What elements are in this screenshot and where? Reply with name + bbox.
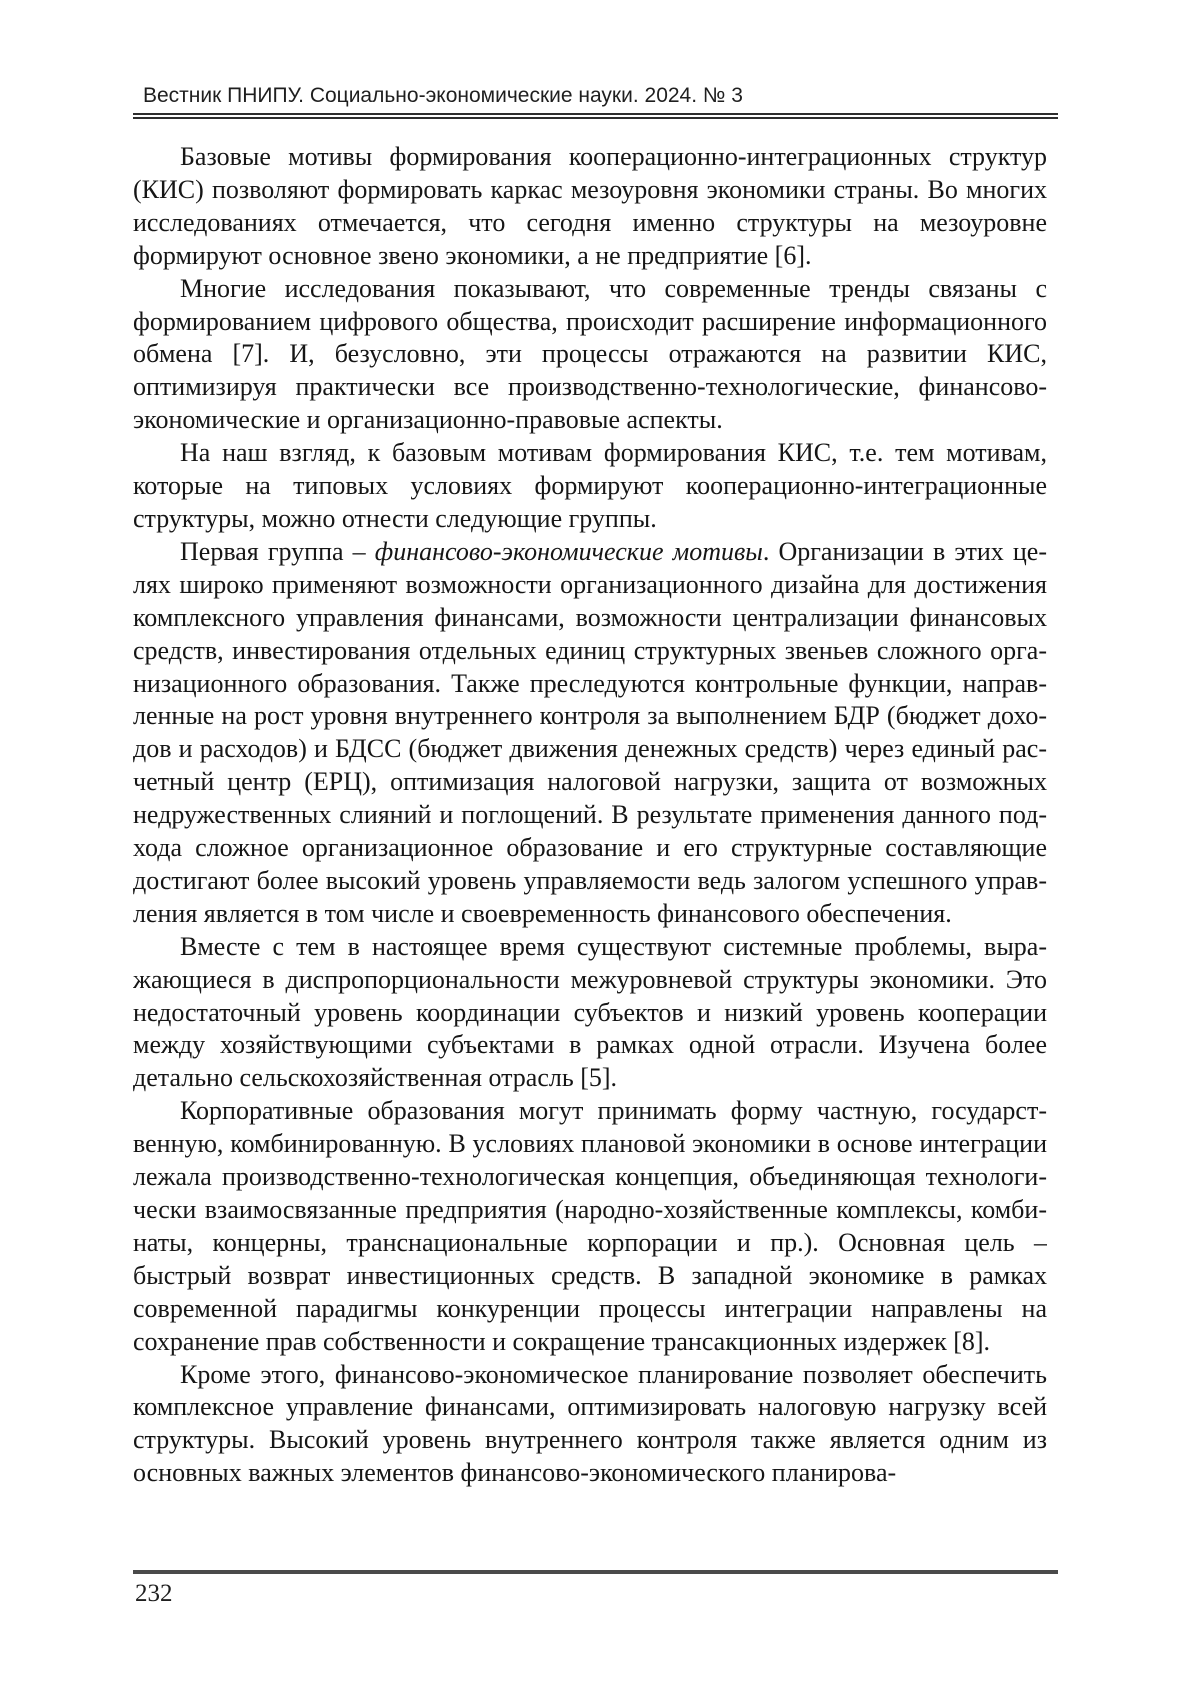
running-header-title: Вестник ПНИПУ. Социально-экономические науки. 2024. № 3 [143,84,743,107]
text-run: Многие исследования показывают, что современные тренды связаны с формированием цифрового общества, происходит расширение информационного обмена [7]. И, безусловно, эти процессы отражаются на развитии КИС, оптимизируя практически все производственно-технологические, финансово-экономические и организационно-правовые аспекты. [133,273,1047,435]
italic-text-run: финансово-экономические мотивы [374,536,763,566]
paragraph [133,1095,1047,1358]
text-run: Первая группа – [180,536,375,566]
running-header [133,84,1058,119]
paragraph [133,536,1047,931]
text-run: На наш взгляд, к базовым мотивам формирования КИС, т.е. тем мотивам, которые на типовых условиях формируют кооперационно-интеграционные структуры, можно отнести следующие группы. [133,438,1047,533]
paragraph [133,273,1047,438]
article-body [133,141,1047,1533]
text-run: Кроме этого, финансово-экономическое планирование позволяет обеспечить комплексное управление финансами, оптимизировать налоговую нагрузку всей структуры. Высокий уровень внутреннего контроля также является одним из основных важных элементов финансово-экономического планирова- [133,1359,1047,1488]
paragraph [133,141,1047,273]
text-run: Вместе с тем в настоящее время существуют системные проблемы, выражающиеся в диспропорциональности межуровневой структуры экономики. Это недостаточный уровень координации субъектов и низкий уровень кооперации между хозяйствующими субъектами в рамках одной отрасли. Изучена более детально сельскохозяйственная отрасль [5]. [133,931,1047,1093]
header-double-rule [133,113,1058,119]
page-number: 232 [135,1580,173,1607]
text-run: Корпоративные образования могут принимать форму частную, государственную, комбинированную. В условиях плановой экономики в основе интеграции лежала производственно-технологическая концепция, объединяющая технологически взаимосвязанные предприятия (народно-хозяйственные комплексы, комбинаты, концерны, транснациональные корпорации и пр.). Основная цель – быстрый возврат инвестиционных средств. В западной экономике в рамках современной парадигмы конкуренции процессы интеграции направлены на сохранение прав собственности и сокращение трансакционных издержек [8]. [133,1096,1047,1356]
text-run: Базовые мотивы формирования кооперационно-интеграционных структур (КИС) позволяют формировать каркас мезоуровня экономики страны. Во многих исследованиях отмечается, что сегодня именно структуры на мезоуровне формируют основное звено экономики, а не предприятие [6]. [133,142,1047,270]
paragraph [133,1359,1047,1491]
footer-rule [133,1570,1058,1574]
paragraph [133,931,1047,1096]
paragraph [133,437,1047,536]
text-run: . Организации в этих целях широко применяют возможности организационного дизайна для достижения комплексного управления финансами, возможности централизации финансовых средств, инвестирования отдельных единиц структурных звеньев сложного организационного образования. Также преследуются контрольные функции, направленные на рост уровня внутреннего контроля за выполнением БДР (бюджет доходов и расходов) и БДСС (бюджет движения денежных средств) через единый расчетный центр (ЕРЦ), оптимизация налоговой нагрузки, защита от возможных недружественных слияний и поглощений. В результате применения данного подхода сложное организационное образование и его структурные составляющие достигают более высокий уровень управляемости ведь залогом успешного управления является в том числе и своевременность финансового обеспечения. [133,536,1047,928]
